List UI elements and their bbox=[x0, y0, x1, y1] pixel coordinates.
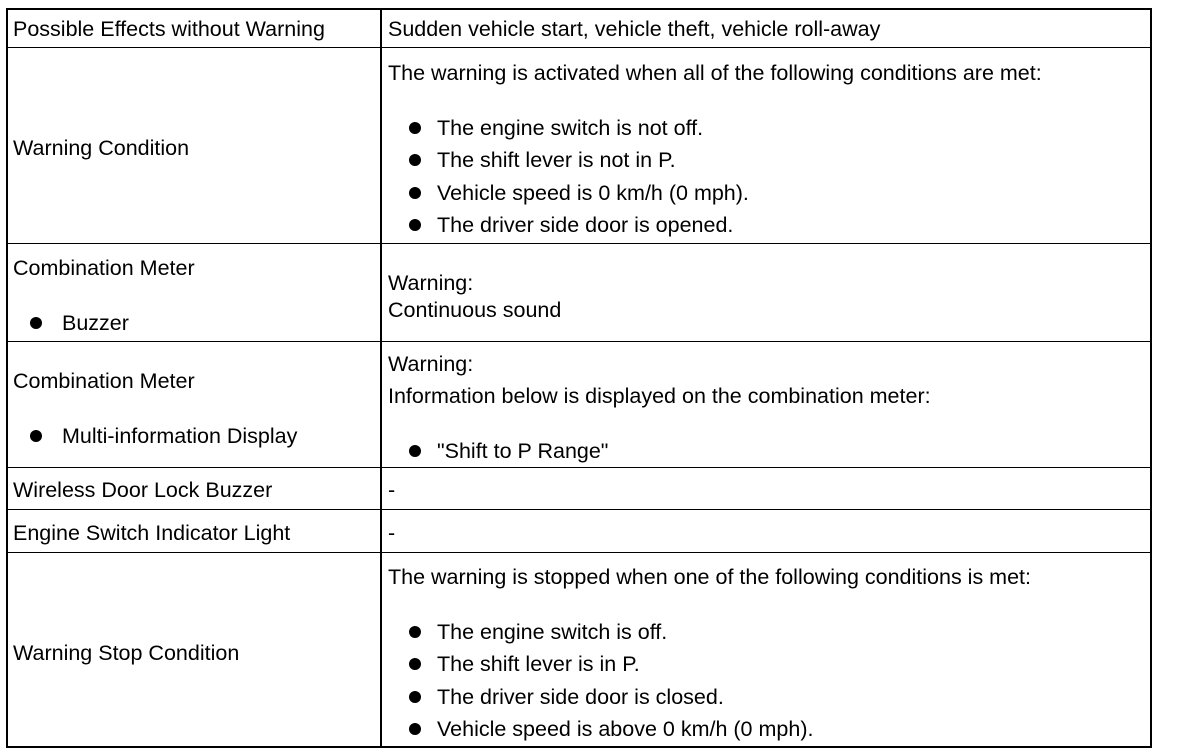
row-value-line: Continuous sound bbox=[388, 298, 562, 322]
label-cell bbox=[8, 468, 382, 509]
row-value-line: Warning: bbox=[388, 271, 474, 295]
value-cell bbox=[382, 510, 1150, 552]
row-label: Combination Meter bbox=[13, 256, 195, 280]
label-cell bbox=[8, 10, 382, 47]
list-item: "Shift to P Range" bbox=[437, 439, 609, 463]
bullet-icon bbox=[409, 723, 421, 735]
row-label: Wireless Door Lock Buzzer bbox=[13, 478, 273, 502]
table-row bbox=[8, 510, 1150, 553]
bullet-icon bbox=[409, 691, 421, 703]
value-cell bbox=[382, 244, 1150, 341]
table-row bbox=[8, 553, 1150, 746]
row-sublabel: Buzzer bbox=[62, 311, 129, 335]
list-item: The engine switch is not off. bbox=[437, 116, 704, 140]
row-value: - bbox=[388, 521, 396, 545]
label-cell bbox=[8, 244, 382, 341]
bullet-icon bbox=[409, 445, 421, 457]
bullet-icon bbox=[409, 658, 421, 670]
list-item: Vehicle speed is above 0 km/h (0 mph). bbox=[437, 717, 814, 741]
label-cell bbox=[8, 342, 382, 467]
row-sublabel: Multi-information Display bbox=[62, 424, 298, 448]
list-item: The driver side door is opened. bbox=[437, 213, 734, 237]
row-label: Warning Stop Condition bbox=[13, 641, 240, 665]
bullet-icon bbox=[409, 187, 421, 199]
list-item: The engine switch is off. bbox=[437, 620, 668, 644]
bullet-icon bbox=[409, 626, 421, 638]
bullet-icon bbox=[30, 317, 42, 329]
label-cell bbox=[8, 553, 382, 746]
value-cell bbox=[382, 10, 1150, 47]
row-value: Sudden vehicle start, vehicle theft, vehicle roll-away bbox=[388, 17, 881, 41]
warning-table bbox=[6, 8, 1152, 748]
condition-intro: The warning is stopped when one of the following conditions is met: bbox=[388, 565, 1031, 589]
row-value-line: Information below is displayed on the combination meter: bbox=[388, 384, 931, 408]
condition-intro: The warning is activated when all of the following conditions are met: bbox=[388, 61, 1042, 85]
row-value-line: Warning: bbox=[388, 352, 474, 376]
table-row bbox=[8, 48, 1150, 244]
list-item: Vehicle speed is 0 km/h (0 mph). bbox=[437, 181, 749, 205]
list-item: The driver side door is closed. bbox=[437, 685, 724, 709]
value-cell bbox=[382, 342, 1150, 467]
row-label: Combination Meter bbox=[13, 369, 195, 393]
row-value: - bbox=[388, 478, 396, 502]
value-cell bbox=[382, 553, 1150, 746]
bullet-icon bbox=[409, 122, 421, 134]
table-row bbox=[8, 244, 1150, 342]
table-row bbox=[8, 468, 1150, 510]
value-cell bbox=[382, 48, 1150, 243]
bullet-icon bbox=[409, 154, 421, 166]
list-item: The shift lever is not in P. bbox=[437, 148, 676, 172]
row-label: Possible Effects without Warning bbox=[13, 17, 325, 41]
bullet-icon bbox=[30, 430, 42, 442]
label-cell bbox=[8, 510, 382, 552]
label-cell bbox=[8, 48, 382, 243]
table-row bbox=[8, 342, 1150, 468]
bullet-icon bbox=[409, 219, 421, 231]
row-label: Engine Switch Indicator Light bbox=[13, 521, 291, 545]
table-row bbox=[8, 10, 1150, 48]
list-item: The shift lever is in P. bbox=[437, 652, 640, 676]
row-label: Warning Condition bbox=[13, 136, 190, 160]
value-cell bbox=[382, 468, 1150, 509]
